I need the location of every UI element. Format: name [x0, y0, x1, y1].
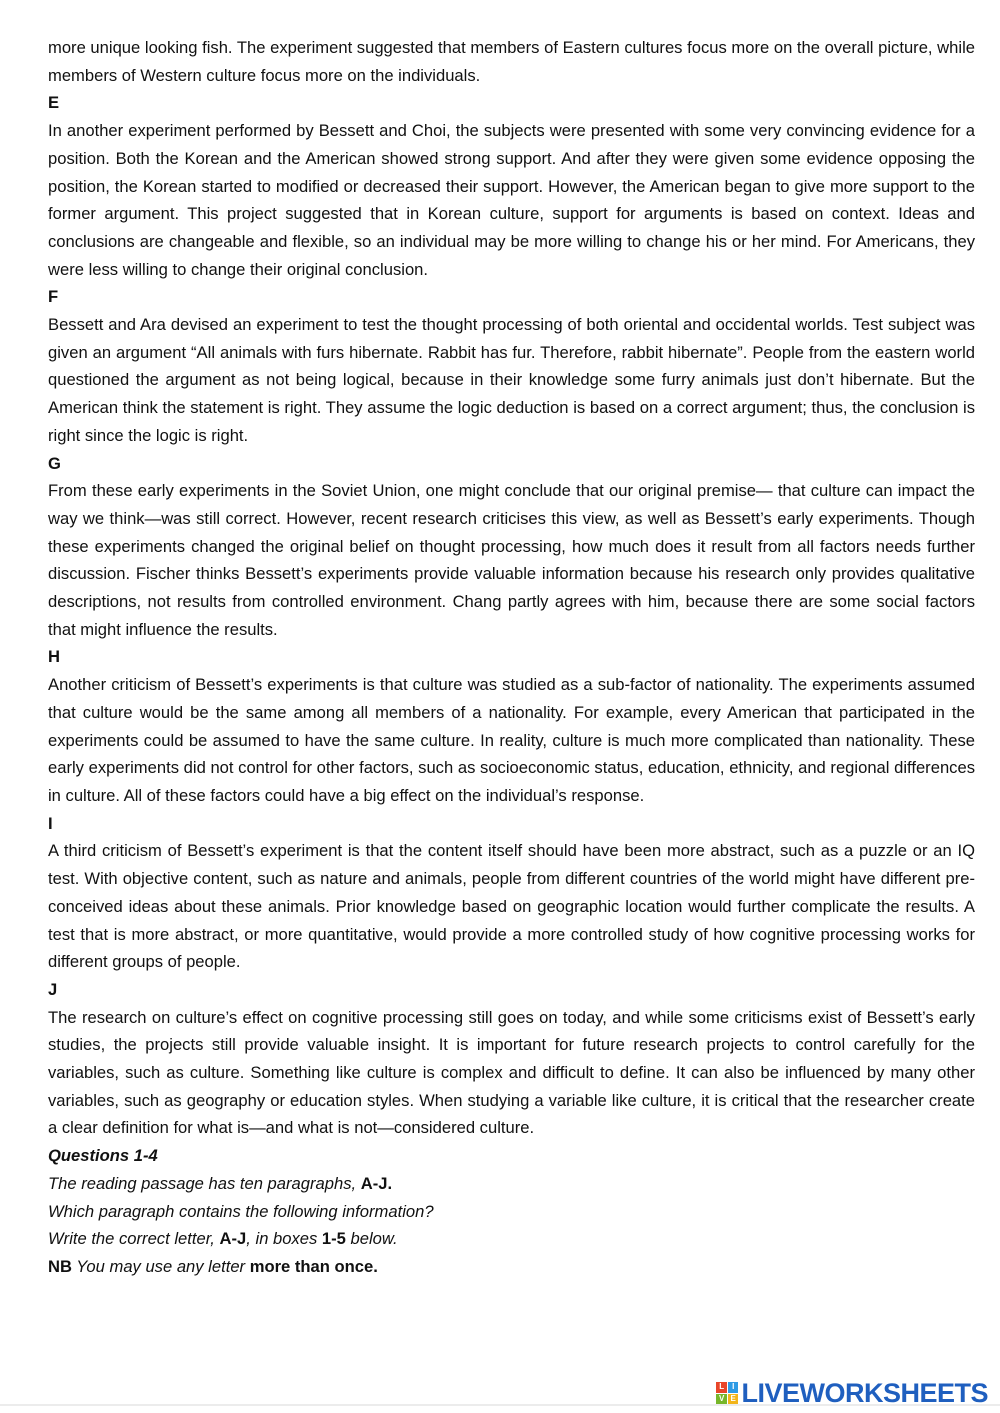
logo-letter-i: I — [728, 1382, 739, 1393]
questions-heading: Questions 1-4 — [48, 1146, 158, 1166]
paragraph-letter-g: G — [48, 453, 61, 473]
questions-instructions — [48, 1142, 975, 1281]
instruction-line-3-range: A-J — [219, 1229, 247, 1249]
paragraph-letter-f: F — [48, 287, 59, 307]
paragraph-d-continuation: more unique looking fish. The experiment suggested that members of Eastern cultures focus more on the overall picture, while members of Western culture focus more on the individuals. — [48, 38, 975, 85]
paragraph-letter-e: E — [48, 93, 60, 113]
instruction-line-2: Which paragraph contains the following information? — [48, 1201, 434, 1221]
instruction-nb-label: NB — [48, 1256, 72, 1276]
paragraph-f: Bessett and Ara devised an experiment to test the thought processing of both oriental and occidental worlds. Test subject was given an argument “All animals with furs hibernate. Rabbit has fur. Therefore, rabbit hibernate”. People from the eastern world questioned the argument as not being logical, because in their knowledge some furry animals just don’t hibernate. But the American think the statement is right. They assume the logic deduction is based on a correct argument; thus, the conclusion is right since the logic is right. — [48, 315, 975, 445]
paragraph-letter-h: H — [48, 647, 60, 667]
instruction-line-3-text-c: below. — [345, 1229, 398, 1249]
document-page — [48, 34, 975, 1281]
instruction-line-3 — [48, 1225, 975, 1253]
instruction-line-4-emphasis: more than once. — [249, 1256, 378, 1276]
paragraph-letter-j: J — [48, 979, 58, 999]
instruction-line-3-boxes: 1-5 — [321, 1229, 346, 1249]
logo-letter-e: E — [728, 1394, 739, 1405]
instruction-line-4 — [48, 1253, 975, 1281]
logo-letter-v: V — [716, 1394, 727, 1405]
paragraph-letter-i: I — [48, 813, 53, 833]
logo-letter-l: L — [716, 1382, 727, 1393]
paragraph-j: The research on culture’s effect on cognitive processing still goes on today, and while some criticisms exist of Bessett’s early studies, the projects still provide valuable insight. It is important for future research projects to control carefully for the variables, such as culture. Something like culture is complex and difficult to define. It can also be influenced by many other variables, such as geography or education styles. When studying a variable like culture, it is critical that the researcher create a clear definition for what is—and what is not—considered culture. — [48, 1007, 975, 1138]
paragraph-e: In another experiment performed by Bessett and Choi, the subjects were presented with some very convincing evidence for a position. Both the Korean and the American showed strong support. And after they were given some evidence opposing the position, the Korean started to modified or decreased their support. However, the American began to give more support to the former argument. This project suggested that in Korean culture, support for arguments is based on context. Ideas and conclusions are changeable and flexible, so an individual may be more willing to change his or her mind. For Americans, they were less willing to change their original conclusion. — [48, 121, 975, 279]
paragraph-h: Another criticism of Bessett’s experiments is that culture was studied as a sub-factor of nationality. The experiments assumed that culture would be the same among all members of a nationality. For example, every American that participated in the experiments could be assumed to have the same culture. In reality, culture is much more complicated than nationality. These early experiments did not control for other factors, such as socioeconomic status, education, ethnicity, and regional differences in culture. All of these factors could have a big effect on the individual’s response. — [48, 675, 975, 805]
liveworksheets-wordmark: LIVEWORKSHEETS — [741, 1377, 988, 1408]
instruction-line-1 — [48, 1170, 975, 1198]
instruction-line-4-text: You may use any letter — [71, 1256, 250, 1276]
instruction-line-1-range: A-J. — [360, 1173, 393, 1193]
instruction-line-1-text: The reading passage has ten paragraphs, — [48, 1173, 361, 1193]
paragraph-i: A third criticism of Bessett’s experiment is that the content itself should have been more abstract, such as a puzzle or an IQ test. With objective content, such as nature and animals, people from different countries of the world might have different pre-conceived ideas about these animals. Prior knowledge based on geographic location would further complicate the results. A test that is more abstract, or more quantitative, would provide a more controlled study of how cognitive processing works for different groups of people. — [48, 841, 975, 972]
instruction-line-3-text-a: Write the correct letter, — [48, 1229, 220, 1249]
instruction-line-3-text-b: , in boxes — [246, 1229, 322, 1249]
paragraph-g: From these early experiments in the Soviet Union, one might conclude that our original premise— that culture can impact the way we think—was still correct. However, recent research criticises this view, as well as Bessett’s early experiments. Though these experiments changed the original belief on thought processing, how much does it result from all factors needs further discussion. Fischer thinks Bessett’s experiments provide valuable information because his research only provides qualitative descriptions, not results from controlled environment. Chang partly agrees with him, because there are some social factors that might influence the results. — [48, 481, 975, 639]
liveworksheets-brand — [716, 1378, 988, 1408]
liveworksheets-logo-icon — [716, 1382, 738, 1404]
